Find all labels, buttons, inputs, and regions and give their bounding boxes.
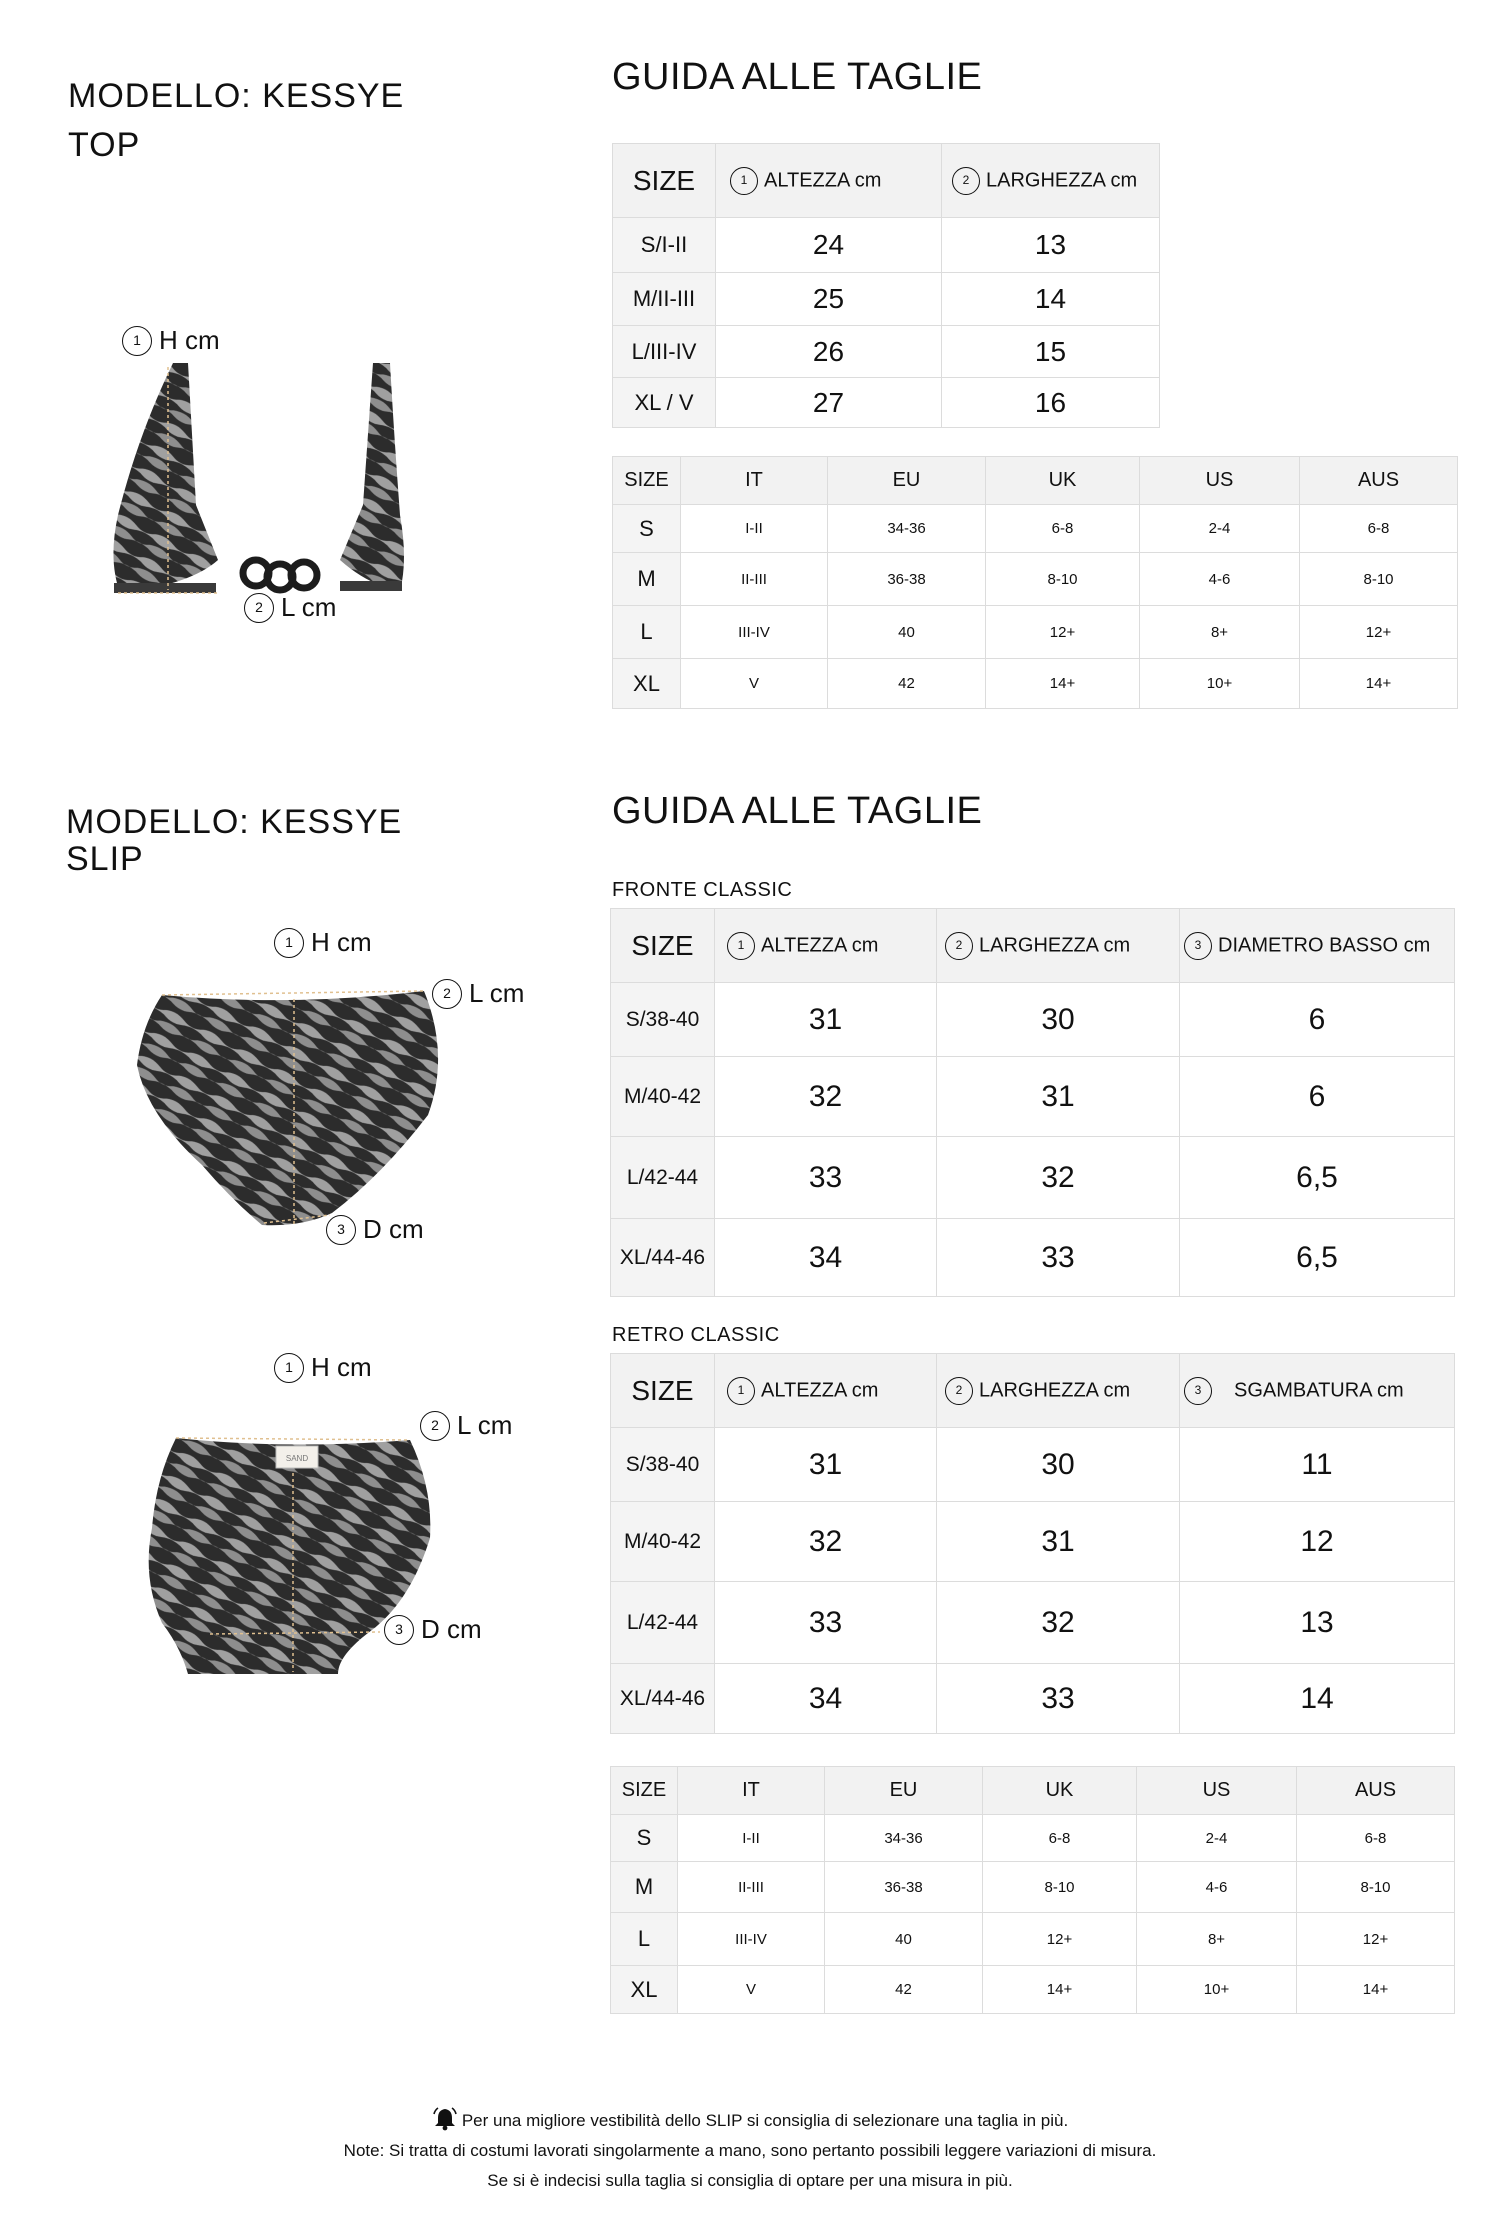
slip-model-title <box>66 804 402 879</box>
top-conversion-table: SIZE IT EU UK US AUS S I-II 34-36 6-8 2-4 6-8 M II-III 36-38 8-10 4-6 8-10 L III-IV 40 12+ 8+ 12+ XL V 42 14+ 10+ 14+ <box>612 456 1458 709</box>
number-2-icon: 2 <box>945 1377 973 1405</box>
table-row: S/38-40 31 30 11 <box>611 1428 1455 1502</box>
bell-icon <box>432 2107 458 2131</box>
table-row: XL V 42 14+ 10+ 14+ <box>611 1966 1455 2014</box>
table-row: S I-II 34-36 6-8 2-4 6-8 <box>611 1815 1455 1862</box>
number-2-icon: 2 <box>420 1411 450 1441</box>
table-row: XL/44-46 34 33 14 <box>611 1664 1455 1734</box>
size-header: SIZE <box>611 909 715 983</box>
width-column-header: 2 LARGHEZZA cm <box>942 144 1160 218</box>
table-row: M/40-42 32 31 6 <box>611 1057 1455 1137</box>
table-row: M II-III 36-38 8-10 4-6 8-10 <box>613 553 1458 606</box>
width-column-header: 2 LARGHEZZA cm <box>937 1354 1180 1428</box>
width-measure-line <box>162 991 424 995</box>
number-3-icon: 3 <box>326 1215 356 1245</box>
number-2-icon: 2 <box>945 932 973 960</box>
top-measure-table <box>612 143 1160 428</box>
leg-column-header: 3 SGAMBATURA cm <box>1180 1354 1455 1428</box>
top-guide-title: GUIDA ALLE TAGLIE <box>612 56 983 98</box>
top-model-type: TOP <box>68 126 141 165</box>
number-3-icon: 3 <box>1184 1377 1212 1405</box>
table-row: L/42-44 33 32 6,5 <box>611 1137 1455 1219</box>
front-l-label: 2 L cm <box>432 978 524 1009</box>
slip-model-name: MODELLO: KESSYE <box>66 803 403 841</box>
width-measure-line <box>176 1438 410 1440</box>
number-2-icon: 2 <box>244 593 274 623</box>
slip-guide-title: GUIDA ALLE TAGLIE <box>612 790 983 832</box>
top-l-label: 2 L cm <box>244 592 336 623</box>
table-row: L III-IV 40 12+ 8+ 12+ <box>613 606 1458 659</box>
number-2-icon: 2 <box>952 167 980 195</box>
number-3-icon: 3 <box>1184 932 1212 960</box>
bikini-top-illustration <box>108 355 408 595</box>
top-model-name: MODELLO: KESSYE <box>68 77 405 115</box>
diameter-column-header: 3 DIAMETRO BASSO cm <box>1180 909 1455 983</box>
chain-ring <box>243 560 317 590</box>
table-row: M/40-42 32 31 12 <box>611 1502 1455 1582</box>
note-label: Note: <box>343 2141 385 2160</box>
height-column-header: 1 ALTEZZA cm <box>716 144 942 218</box>
slip-front-illustration <box>132 985 454 1235</box>
note-line-2: Note: Si tratta di costumi lavorati singolarmente a mano, sono pertanto possibili leggere variazioni di misura. <box>343 2141 1157 2160</box>
height-column-header: 1 ALTEZZA cm <box>715 909 937 983</box>
number-1-icon: 1 <box>727 932 755 960</box>
table-row: L/42-44 33 32 13 <box>611 1582 1455 1664</box>
back-d-label: 3 D cm <box>384 1614 482 1645</box>
size-header: SIZE <box>613 144 716 218</box>
table-row: S I-II 34-36 6-8 2-4 6-8 <box>613 505 1458 553</box>
right-cup-band <box>340 581 402 591</box>
table-row: L III-IV 40 12+ 8+ 12+ <box>611 1913 1455 1966</box>
front-classic-title: FRONTE CLASSIC <box>612 879 793 901</box>
table-row: S/38-40 31 30 6 <box>611 983 1455 1057</box>
left-cup-band <box>114 583 216 593</box>
number-1-icon: 1 <box>730 167 758 195</box>
table-row: M/II-III 25 14 <box>613 273 1160 326</box>
front-h-label: 1 H cm <box>274 927 372 958</box>
width-column-header: 2 LARGHEZZA cm <box>937 909 1180 983</box>
number-2-icon: 2 <box>432 979 462 1009</box>
table-row: XL/44-46 34 33 6,5 <box>611 1219 1455 1297</box>
table-row: XL / V 27 16 <box>613 378 1160 428</box>
back-h-label: 1 H cm <box>274 1352 372 1383</box>
number-3-icon: 3 <box>384 1615 414 1645</box>
slip-model-type: SLIP <box>66 840 144 879</box>
footer-notes <box>0 2106 1500 2196</box>
table-row: L/III-IV 26 15 <box>613 326 1160 378</box>
number-1-icon: 1 <box>274 928 304 958</box>
table-row: XL V 42 14+ 10+ 14+ <box>613 659 1458 709</box>
back-l-label: 2 L cm <box>420 1410 512 1441</box>
top-h-label: 1 H cm <box>122 325 220 356</box>
top-model-title <box>68 72 404 171</box>
back-classic-title: RETRO CLASSIC <box>612 1324 780 1346</box>
table-row: M II-III 36-38 8-10 4-6 8-10 <box>611 1862 1455 1913</box>
note-line-1: Per una migliore vestibilità dello SLIP si consiglia di selezionare una taglia in più. <box>0 2106 1500 2136</box>
front-d-label: 3 D cm <box>326 1214 424 1245</box>
table-row: S/I-II 24 13 <box>613 218 1160 273</box>
front-classic-table <box>610 908 1455 1297</box>
number-1-icon: 1 <box>122 326 152 356</box>
height-column-header: 1 ALTEZZA cm <box>715 1354 937 1428</box>
number-1-icon: 1 <box>274 1353 304 1383</box>
back-classic-table <box>610 1353 1455 1734</box>
number-1-icon: 1 <box>727 1377 755 1405</box>
brand-tag-text: SAND <box>285 1454 309 1463</box>
slip-conversion-table: SIZE IT EU UK US AUS S I-II 34-36 6-8 2-4 6-8 M II-III 36-38 8-10 4-6 8-10 L III-IV 40 12+ 8+ 12+ XL V 42 14+ 10+ 14+ <box>610 1766 1455 2014</box>
note-line-3: Se si è indecisi sulla taglia si consiglia di optare per una misura in più. <box>487 2171 1013 2190</box>
size-header: SIZE <box>611 1354 715 1428</box>
